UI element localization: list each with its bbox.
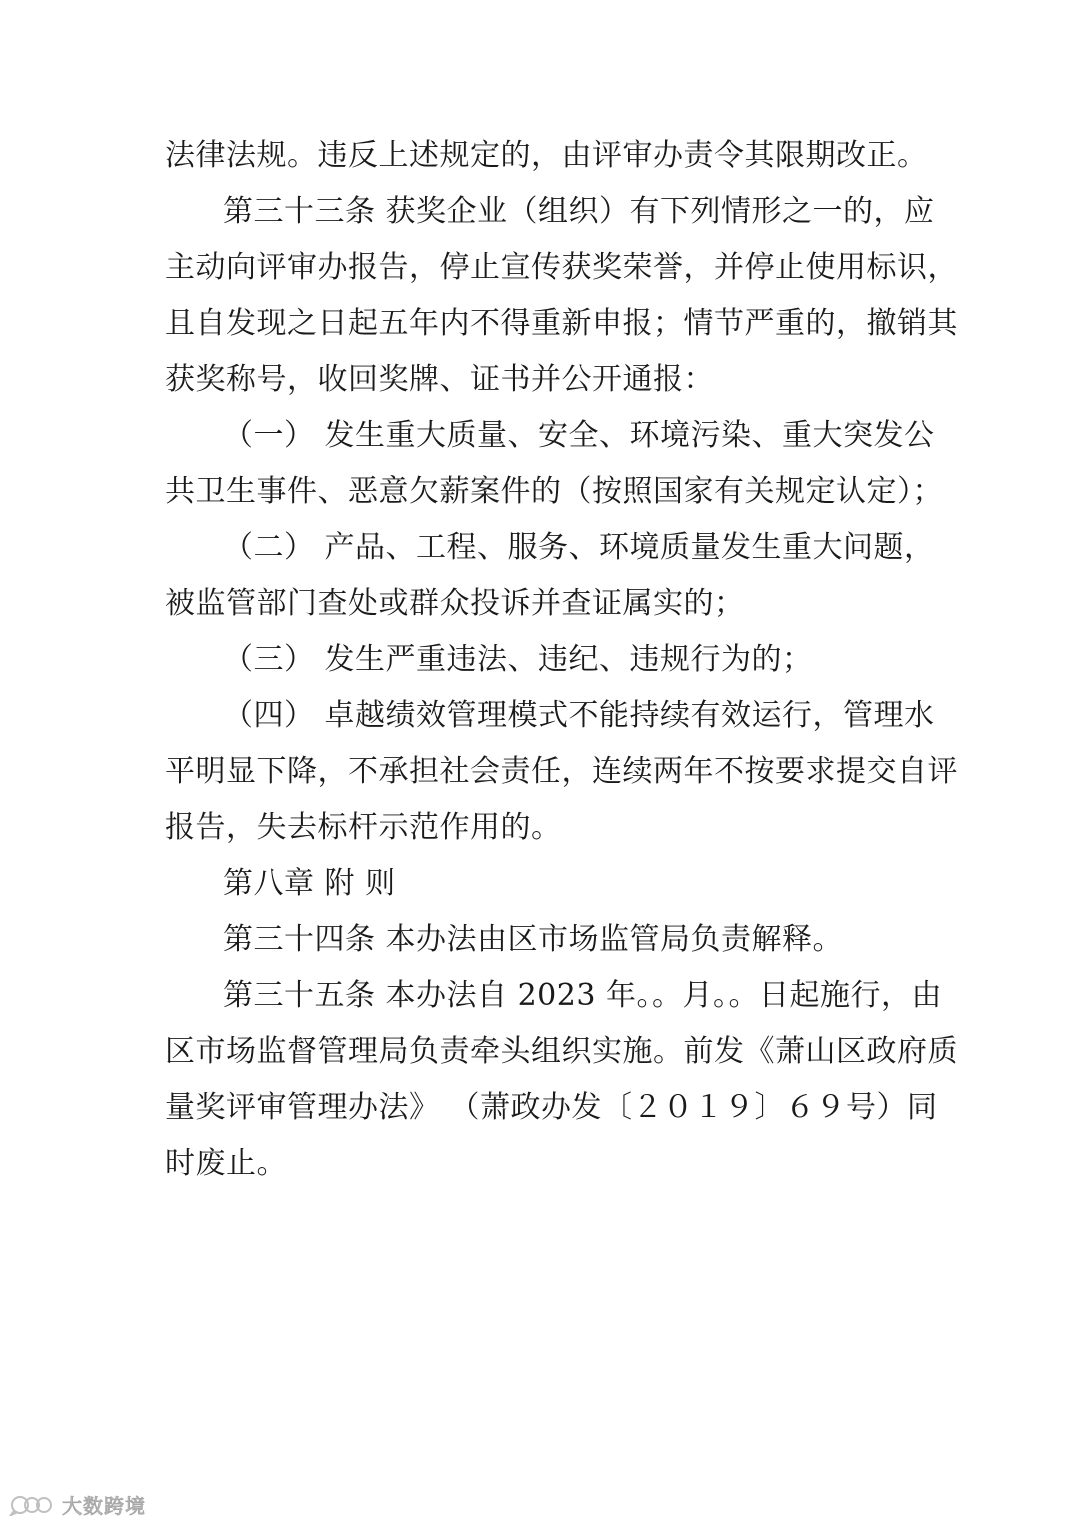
list-item-2-line: （二） 产品、工程、服务、环境质量发生重大问题，	[223, 530, 935, 565]
chapter-8-heading: 第八章 附 则	[223, 866, 396, 901]
watermark	[8, 1490, 146, 1519]
text-line: 时废止。	[165, 1146, 287, 1181]
article-34-line: 第三十四条 本办法由区市场监管局负责解释。	[223, 922, 844, 957]
text-line: 共卫生事件、恶意欠薪案件的（按照国家有关规定认定）；	[165, 474, 943, 509]
article-33-heading-line: 第三十三条 获奖企业（组织）有下列情形之一的，应	[223, 194, 935, 229]
text-line: 量奖评审管理办法》 （萧政办发〔２０１９〕６９号）同	[165, 1090, 938, 1125]
list-item-3-line: （三） 发生严重违法、违纪、违规行为的；	[223, 642, 813, 677]
text-line: 平明显下降，不承担社会责任，连续两年不按要求提交自评	[165, 754, 958, 789]
chat-bubble-logo-icon	[8, 1494, 56, 1516]
text-line: 法律法规。违反上述规定的，由评审办责令其限期改正。	[165, 138, 928, 173]
text-line: 报告，失去标杆示范作用的。	[165, 810, 562, 845]
list-item-4-line: （四） 卓越绩效管理模式不能持续有效运行，管理水	[223, 698, 935, 733]
document-body	[165, 128, 958, 1192]
text-line: 被监管部门查处或群众投诉并查证属实的；	[165, 586, 745, 621]
watermark-text: 大数跨境	[62, 1494, 146, 1518]
article-35-line: 第三十五条 本办法自 2023 年。。月。。日起施行，由	[223, 978, 942, 1013]
text-line: 区市场监督管理局负责牵头组织实施。前发《萧山区政府质	[165, 1034, 958, 1069]
text-line: 且自发现之日起五年内不得重新申报；情节严重的，撤销其	[165, 306, 958, 341]
text-line: 主动向评审办报告，停止宣传获奖荣誉，并停止使用标识，	[165, 250, 958, 285]
list-item-1-line: （一） 发生重大质量、安全、环境污染、重大突发公	[223, 418, 935, 453]
text-line: 获奖称号，收回奖牌、证书并公开通报：	[165, 362, 714, 397]
